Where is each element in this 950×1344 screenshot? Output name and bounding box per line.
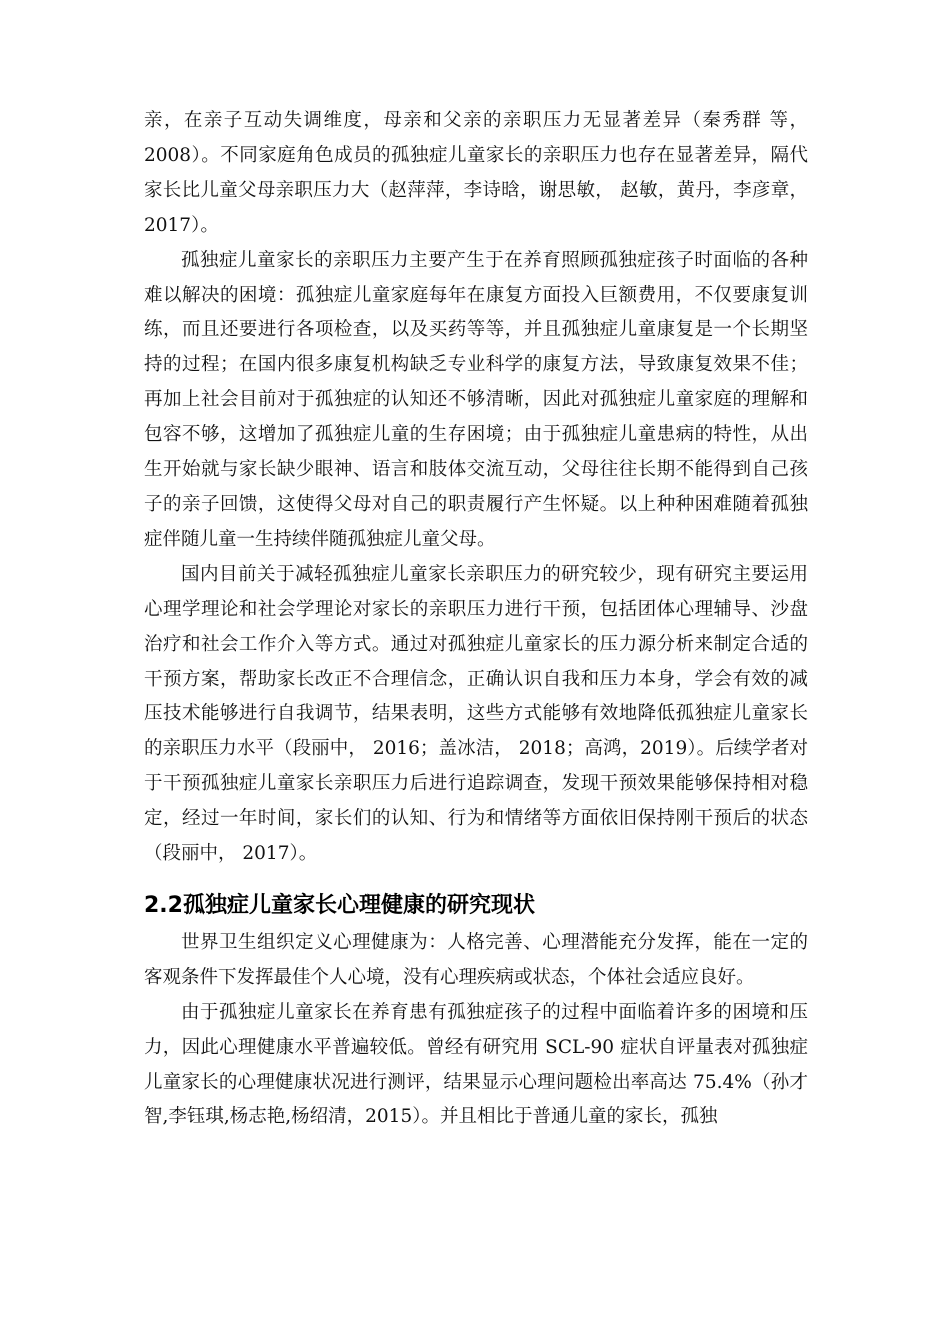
paragraph-mental-health-research: 由于孤独症儿童家长在养育患有孤独症孩子的过程中面临着许多的困境和压力，因此心理健康水平普遍较低。曾经有研究用 SCL-90 症状自评量表对孤独症儿童家长的心理健康状况进行测评，结果显示心理问题检出率高达 75.4%（孙才智,李钰琪,杨志艳,杨绍清，2015）。并且相比于普通儿童的家长，孤独 [144, 1001, 808, 1128]
paragraph-continuation: 亲，在亲子互动失调维度，母亲和父亲的亲职压力无显著差异（秦秀群 等，2008）。不同家庭角色成员的孤独症儿童家长的亲职压力也存在显著差异，隔代家长比儿童父母亲职压力大（赵萍萍，李诗晗，谢思敏， 赵敏，黄丹，李彦章，2017）。 [144, 110, 808, 236]
section-heading: 2.2孤独症儿童家长心理健康的研究现状 [144, 892, 535, 918]
paragraph-mental-health-definition: 世界卫生组织定义心理健康为：人格完善、心理潜能充分发挥，能在一定的客观条件下发挥最佳个人心境，没有心理疾病或状态，个体社会适应良好。 [144, 931, 808, 988]
paragraph-interventions: 国内目前关于减轻孤独症儿童家长亲职压力的研究较少，现有研究主要运用心理学理论和社会学理论对家长的亲职压力进行干预，包括团体心理辅导、沙盘治疗和社会工作介入等方式。通过对孤独症儿童家长的压力源分析来制定合适的干预方案，帮助家长改正不合理信念，正确认识自我和压力本身，学会有效的减压技术能够进行自我调节，结果表明，这些方式能够有效地降低孤独症儿童家长的亲职压力水平（段丽中， 2016；盖冰洁， 2018；高鸿，2019）。后续学者对于干预孤独症儿童家长亲职压力后进行追踪调查，发现干预效果能够保持相对稳定，经过一年时间，家长们的认知、行为和情绪等方面依旧保持刚干预后的状态（段丽中， 2017）。 [144, 563, 808, 865]
paragraph-stress-sources: 孤独症儿童家长的亲职压力主要产生于在养育照顾孤独症孩子时面临的各种难以解决的困境：孤独症儿童家庭每年在康复方面投入巨额费用，不仅要康复训练，而且还要进行各项检查，以及买药等等，并且孤独症儿童康复是一个长期坚持的过程；在国内很多康复机构缺乏专业科学的康复方法，导致康复效果不佳；再加上社会目前对于孤独症的认知还不够清晰，因此对孤独症儿童家庭的理解和包容不够，这增加了孤独症儿童的生存困境；由于孤独症儿童患病的特性，从出生开始就与家长缺少眼神、语言和肢体交流互动，父母往往长期不能得到自己孩子的亲子回馈，这使得父母对自己的职责履行产生怀疑。以上种种困难随着孤独症伴随儿童一生持续伴随孤独症儿童父母。 [144, 249, 808, 550]
document-page [144, 104, 808, 1135]
